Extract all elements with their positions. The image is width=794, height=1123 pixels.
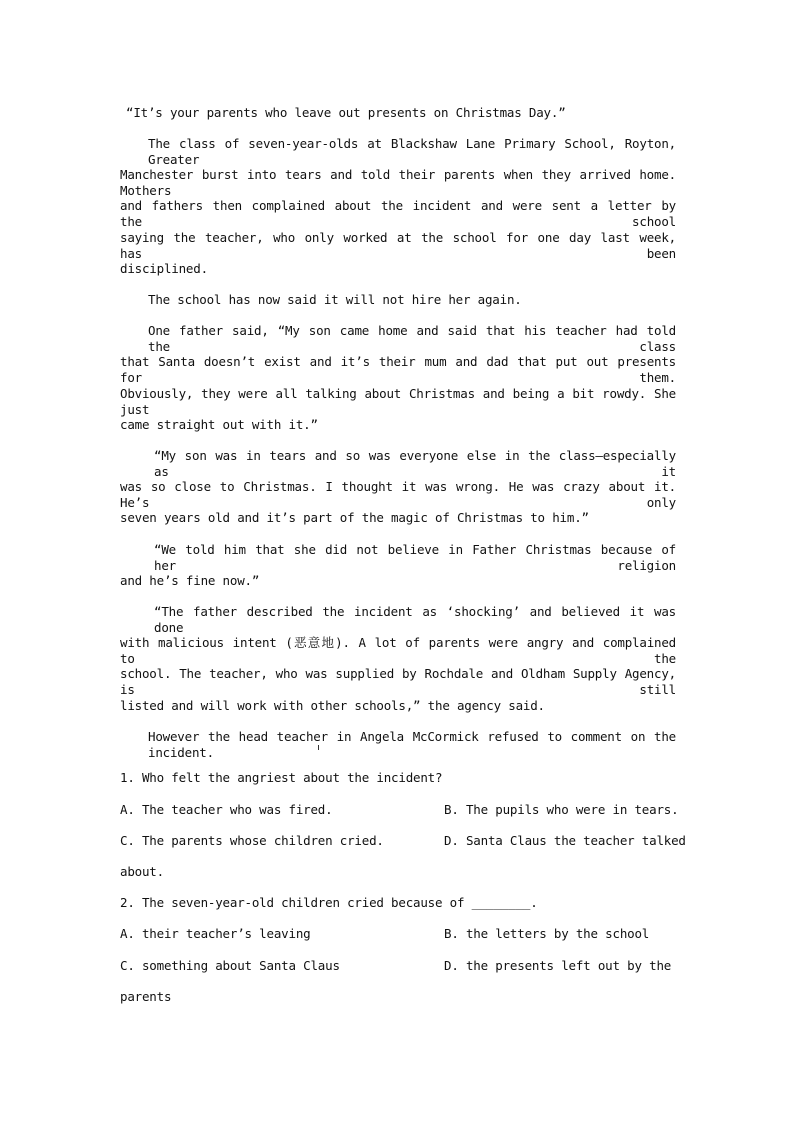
article-line: and he’s fine now.” [120,573,260,588]
article-line: The school has now said it will not hire her again. [148,292,522,307]
option-c: C. something about Santa Claus [120,958,340,973]
option-d: D. the presents left out by the [444,958,672,973]
article-line: disciplined. [120,261,208,276]
article-line: “My son was in tears and so was everyone else in the class—especially as it [154,448,676,479]
option-d-continued: about. [120,864,164,879]
article-line: Manchester burst into tears and told their parents when they arrived home. Mothers [120,167,676,198]
question-stem: 2. The seven-year-old children cried because of ________. [120,895,538,910]
option-a: A. The teacher who was fired. [120,802,333,817]
question-stem: 1. Who felt the angriest about the incident? [120,770,443,785]
option-a: A. their teacher’s leaving [120,926,311,941]
option-b: B. The pupils who were in tears. [444,802,679,817]
stray-mark [318,745,319,750]
option-b: B. the letters by the school [444,926,650,941]
article-line: listed and will work with other schools,” the agency said. [120,698,545,713]
article-line: with malicious intent (恶意地). A lot of parents were angry and complained to the [120,635,676,666]
article-line: The class of seven-year-olds at Blackshaw Lane Primary School, Royton, Greater [148,136,676,167]
article-line: that Santa doesn’t exist and it’s their mum and dad that put out presents for them. [120,354,676,385]
article-line: was so close to Christmas. I thought it was wrong. He was crazy about it. He’s only [120,479,676,510]
article-line: “It’s your parents who leave out presents on Christmas Day.” [126,105,566,120]
document-page [120,0,686,1123]
article-line: school. The teacher, who was supplied by Rochdale and Oldham Supply Agency, is still [120,666,676,697]
option-d: D. Santa Claus the teacher talked [444,833,686,848]
article-line: Obviously, they were all talking about Christmas and being a bit rowdy. She just [120,386,676,417]
article-line: “The father described the incident as ‘shocking’ and believed it was done [154,604,676,635]
article-line: “We told him that she did not believe in Father Christmas because of her religion [154,542,676,573]
option-d-continued: parents [120,989,172,1004]
article-line: However the head teacher in Angela McCormick refused to comment on the incident. [148,729,676,760]
article-line: One father said, “My son came home and said that his teacher had told the class [148,323,676,354]
option-c: C. The parents whose children cried. [120,833,384,848]
article-line: saying the teacher, who only worked at the school for one day last week, has been [120,230,676,261]
article-line: came straight out with it.” [120,417,318,432]
article-line: seven years old and it’s part of the magic of Christmas to him.” [120,510,589,525]
article-line: and fathers then complained about the incident and were sent a letter by the school [120,198,676,229]
